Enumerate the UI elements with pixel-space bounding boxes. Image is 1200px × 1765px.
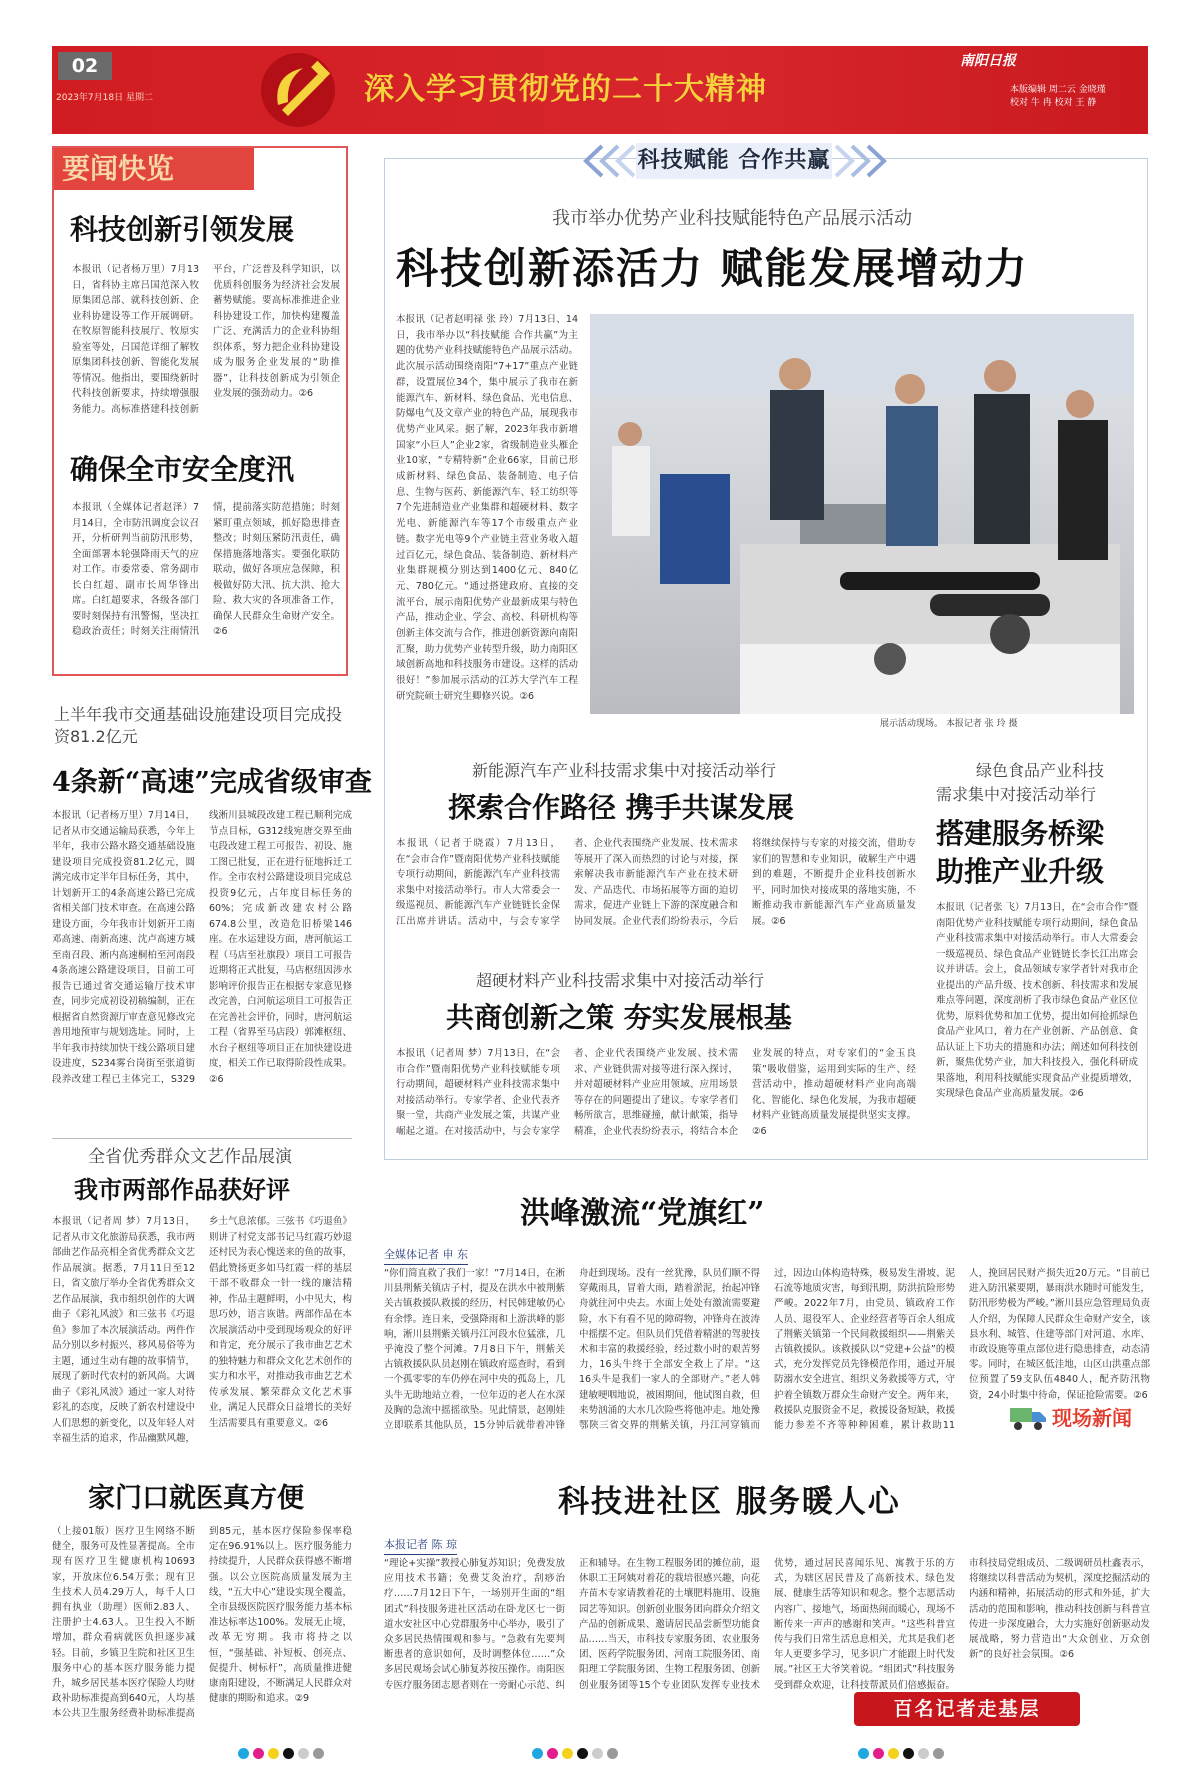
party-emblem-icon <box>248 50 348 130</box>
date-line: 2023年7月18日 星期二 <box>56 93 153 103</box>
flood-byline: 全媒体记者 申 东 <box>384 1246 468 1265</box>
food-kicker-2: 需求集中对接活动举行 <box>936 785 1097 804</box>
superhard-body: 本报讯（记者周 梦）7月13日，在“会市合作”暨南阳优势产业科技赋能专项行动期间，超硬材料产业科技需求集中对接活动举行。专家学者、企业代表齐聚一堂，共商产业发展之策，共谋产业崛起之道。在对接活动中，与会专家学者、企业代表围绕产业发展、技术需求、产业链供需对接等进行深入探讨，并对超硬材料产业应用领域、应用场景等存在的问题提出了建议。专家学者们畅所欲言，思维碰撞，献计献策，指导精准，企业代表纷纷表示，将结合本企业发展的特点，对专家们的“金玉良策”吸收借鉴，运用到实际的生产、经营活动中，推动超硬材料产业向高端化、智能化、绿色化发展，为我市超硬材料产业链高质量发展提供坚实支撑。②6 <box>396 1048 916 1137</box>
divider <box>52 1138 352 1139</box>
paper-name: 南阳日报 <box>960 53 1016 69</box>
edit-line-1: 本版编辑 周二云 金晓瑾 <box>1010 85 1106 95</box>
flood-body: “你们简直救了我们一家！”7月14日，在淅川县荆紫关镇店子村，提及在洪水中被荆紫关古镇救援队救援的经历，村民韩建敏仍心有余悸。连日来，受强降雨和上游洪峰的影响，淅川县荆紫关镇丹江河段水位猛涨，几乎淹没了整个河滩。7月8日下午，荆紫关古镇救援队队员赵刚在镇政府巡查时，看到一个孤零零的车仍停在河中央的孤岛上，几头牛无助地站立着，一位年迈的老人在水深及胸的急流中摇摇欲坠。见此情景，赵刚娃立即联系其他队员，15分钟后就带着冲锋舟赶到现场。没有一丝犹豫，队员们顺不得穿戴雨具，冒着大雨，踏着淤泥，抬起冲锋舟就往河中央去。水面上处处有激流需要避险，水下有看不见的障碍物，冲锋舟在波涛中摇摆不定。但队员们凭借着精湛的驾驶技术和丰富的救援经验，经过数小时的艰苦努力，16头牛终于全部安全救上了岸。“这16头牛是我们一家人的全部财产。”老人韩建敏哽咽地说，被困期间，他试图自救，但来势汹涌的大水几次险些将他冲走。地处豫鄂陕三省交界的荆紫关镇，丹江河穿镇而过，因边山体构造特殊，极易发生滑坡、泥石流等地质灾害，每到汛期，防洪抗险形势严峻。2022年7月，由党员、镇政府工作人员、退役军人、企业经营者等百余人组成了荆紫关镇第一个民间救援组织——荆紫关古镇救援队。该救援队以“党建+公益”的模式，充分发挥党员先锋模范作用，通过开展防溺水安全进宣、组织义务救援等方式，守护着全镇数万群众生命财产安全。两年来，救援队克服资金不足，救援设备短缺，救援能力参差不齐等种种困难，累计救助11人，挽回居民财产损失近20万元。“目前已进入防汛紧要期，暴雨洪水随时可能发生，防汛形势极为严峻。”淅川县应急管理局负责人介绍，为保障人民群众生命财产安全，该县水利、城管、住建等部门对河道、水库、市政设施等重点部位进行隐患排查，动态清零。同时，在城区低洼地，山区山洪重点部位预置了59支队伍4840人，配齐防汛物资，24小时集中待命，保证抢险需要。②6 <box>384 1268 1150 1432</box>
food-kicker-1: 绿色食品产业科技 <box>976 761 1105 780</box>
color-register-marks-2 <box>532 1744 622 1763</box>
food-title-1: 搭建服务桥梁 <box>936 817 1105 850</box>
brief-4-kicker: 全省优秀群众文艺作品展演 <box>88 1147 292 1167</box>
superhard-kicker: 超硬材料产业科技需求集中对接活动举行 <box>476 971 765 990</box>
ev-body: 本报讯（记者于晓霞）7月13日，在“会市合作”暨南阳优势产业科技赋能专项行动期间，新能源汽车产业科技需求集中对接活动举行。市人大常委会一级巡视员、新能源汽车产业链链长金保江出席并讲话。活动中，与会专家学者、企业代表围绕产业发展、技术需求等展开了深入而热烈的讨论与对接，探索解决我市新能源汽车产业在技术研发、产品迭代、市场拓展等方面的迫切需求，促进产业链上下游的深度融合和协同发展。企业代表们纷纷表示，今后将继续保持与专家的对接交流，借助专家们的智慧和专业知识，破解生产中遇到的难题，不断提升企业科技创新水平，同时加快对接成果的落地实施，不断推动我市新能源汽车产业高质量发展。②6 <box>396 838 916 927</box>
ev-title: 探索合作路径 携手共谋发展 <box>448 791 794 824</box>
live-news-label: 现场新闻 <box>1052 1406 1132 1430</box>
feature-kicker: 我市举办优势产业科技赋能特色产品展示活动 <box>552 208 912 229</box>
food-body: 本报讯（记者张 飞）7月13日，在“会市合作”暨南阳优势产业科技赋能专项行动期间，绿色食品产业科技需求集中对接活动举行。市人大常委会一级巡视员、绿色食品产业链链长李长江出席会议并讲话。会上，食品领域专家学者针对我市企业提出的产品升级、技术创新、科技需求和发展难点等问题，深度剖析了我市绿色食品产业区位优势，原料优势和加工优势，提出如何抢抓绿色食品产业风口，着力在产业创新、产品创意、食品认证上下功夫的措施和办法；阐述如何科技创新，聚焦优势产业，加大科技投入，强化科研成果落地，利用科技赋能实现食品产业提质增效，实现绿色食品产业高质量发展。②6 <box>936 902 1138 1099</box>
brief-1-body: 本报讯（记者杨万里）7月13日，省科协主席吕国范深入牧原集团总部、就科技创新、企业科协建设等工作开展调研。在牧原智能科技展厅、牧原实验室等处，吕国范详细了解牧原集团科技创新、智能化发展等情况。他指出，要围绕新时代科技创新要求，持续增强服务能力。高标准搭建科技创新平台，广泛普及科学知识，以优质科创服务为经济社会发展蓄势赋能。要高标准推进企业科协建设工作，加快构建覆盖广泛、充满活力的企业科协组织体系，努力把企业科协建设成为服务企业发展的“助推器”，让科技创新成为引领企业发展的强劲动力。②6 <box>72 264 340 415</box>
flood-headline: 洪峰激流“党旗红” <box>520 1196 765 1231</box>
reporters-badge: 百名记者走基层 <box>854 1692 1080 1726</box>
feature-lead: 本报讯（记者赵明禄 张 玲）7月13日、14日，我市举办以“科技赋能 合作共赢”为主题的优势产业科技赋能特色产品展示活动。此次展示活动围绕南阳“7+17”重点产业链群，设置展位34个，集中展示了我市在新能源汽车、新材料、绿色食品、光电信息、防爆电气及文章产业的特色产品，展现我市优势产业风采。据了解，2023年我市新增国家“小巨人”企业2家，省级制造业头雁企业10家，“专精特新”企业66家，目前已形成新材料、绿色食品、装备制造、电子信息、生物与医药、新能源汽车、轻工纺织等7个先进制造业产业集群和超硬材料、数字光电、新能源汽车等17个市级重点产业链。数字光电等9个产业链主营业务收入超过百亿元，绿色食品、装备制造、新材料产业集群规模分别达到1400亿元、840亿元、780亿元。“通过搭建政府、直接的交流平台，展示南阳优势产业最新成果与特色产品，推动企业、学会、高校、科研机构等创新主体交流与合作，推进创新资源向南阳汇聚，助力优势产业转型升级，助力南阳区域创新高地和科技服务市建设。这样的活动很好！”参加展示活动的江苏大学汽车工程研究院硕士研究生卿修兴说。②6 <box>396 314 578 702</box>
brief-4-body: 本报讯（记者周 梦）7月13日，记者从市文化旅游局获悉，我市两部曲艺作品亮相全省优秀群众文艺作品展演。据悉，7月11日至12日，省文旅厅举办全省优秀群众文艺作品展演，我市组织创作的大调曲子《彩礼风波》和三弦书《巧退鱼》参加了本次展演活动。两件作品分别以乡村振兴、移风易俗等为主题，通过生动有趣的故事情节，展现了新时代农村的新风尚。大调曲子《彩礼风波》通过一家人对待彩礼的态度，反映了新农村建设中人们思想的新变化，以及年轻人对幸福生活的追求，作品幽默风趣，乡土气息浓郁。三弦书《巧退鱼》则讲了村党支部书记马红霞巧妙退还村民为表心愧送来的鱼的故事，倡此赞扬更多如马红霞一样的基层干部不收群众一针一线的廉洁精神，作品主题鲜明，小中见大，构思巧妙，语言诙谐。两部作品在本次展演活动中受到现场观众的好评和肯定，充分展示了我市曲艺艺术的独特魅力和群众文化艺术创作的实力和水平，对推动我市曲艺艺术传承发展、繁荣群众文化艺术事业，满足人民群众日益增长的美好生活需要具有重要意义。②6 <box>52 1216 352 1444</box>
community-headline: 科技进社区 服务暖人心 <box>558 1484 901 1520</box>
chevron-left-icon <box>562 142 642 180</box>
brief-4-title: 我市两部作品获好评 <box>74 1175 290 1204</box>
brief-2-body: 本报讯（全媒体记者赵泽）7月14日，全市防汛调度会议召开，分析研判当前防汛形势，全面部署本轮强降雨天气的应对工作。市委常委、常务副市长白红超、副市长周华锋出席。白红超要求，各级各部门要时刻保持有汛警惕，坚决扛稳政治责任；时刻关注雨情汛情，提前落实防范措施；时刻紧盯重点领域，抓好隐患排查整改；时刻压紧防汛责任，确保措施落地落实。要强化联防联动，做好各项应急保障，积极做好防大汛、抗大洪、抢大险、救大灾的各项准备工作，确保人民群众生命财产安全。②6 <box>72 502 340 637</box>
feature-banner: 科技赋能 合作共赢 <box>636 143 832 179</box>
brief-3-title: 4条新“高速”完成省级审查 <box>52 767 372 798</box>
brief-1-title: 科技创新引领发展 <box>70 213 295 246</box>
feature-headline: 科技创新添活力 赋能发展增动力 <box>396 244 1029 293</box>
food-title-2: 助推产业升级 <box>936 855 1105 888</box>
edit-line-2: 校对 牛 冉 校对 王 静 <box>1010 98 1097 108</box>
brief-3-body: 本报讯（记者杨万里）7月14日，记者从市交通运输局获悉，今年上半年，我市公路水路交通基础设施建设项目完成投资81.2亿元，圆满完成市定半年目标任务，其中，计划新开工的4条高速公路已完成省相关部门技术审查。在高速公路建设方面，今年我市计划新开工南邓高速、南新高速、沈卢高速方城至南召段、淅内高速桐柏至河南段4条高速公路建设项目，目前工可报告已通过省交通运输厅技术审查，同步完成初设初稿编制，正在根据省自然资源厅审查意见修改完善用地预审与规划选址。同时，上半年我市持续加快干线公路项目建设进度，S234雾台岗街至张道街段养改建工程已主体完工，S329线淅川县城段改建工程已顺利完成节点目标，G312线宛唐交界至曲屯段改建工程工可报告、初设、施工图已批复，正在进行征地拆迁工作。全市农村公路建设项目完成总投资9亿元，占年度目标任务的60%；完成新改建农村公路674.8公里，改造危旧桥梁146座。在水运建设方面，唐河航运工程（马店至社旗段）项目工可报告近期将正式批复，马店枢纽因涉水影响评价报告正在根据专家意见修改完善，白河航运项目工可报告正在完善社会评价，同时，唐河航运工程（省界至马店段）郭滩枢纽、水台子枢纽等项目正在加快建设进度，相关工作已取得阶段性成果。②6 <box>52 810 352 1085</box>
superhard-title: 共商创新之策 夯实发展根基 <box>446 1001 792 1034</box>
community-body: “理论+实操”教授心肺复苏知识；免费发放应用技术书籍；免费艾灸治疗，刮痧治疗……7月12日下午，一场别开生面的“组团式”科技服务进社区活动在卧龙区七一街道水安社区中心党群服务中心举办，吸引了众多居民热情围观和参与。“急救有先要判断患者的意识如何，及时调整体位……”众多居民观场会试心肺复苏按压操作。南阳医专医疗服务团志愿者则在一旁耐心示范、纠正和辅导。在生物工程服务团的摊位前，退休职工王阿姨对着花的栽培很感兴趣，向花卉苗木专家请教着花的土壤肥料施用、设施园艺等知识。创新创业服务团向群众介绍文产品的创新成果、邀请居民品尝新型功能食品……当天，市科技专家服务团、农业服务团、医药学院服务团、河南工院服务团、南阳理工学院服务团、生物工程服务团、创新创业服务团等15个专业团队发挥专业技术优势，通过居民喜闻乐见、寓教于乐的方式，为辖区居民普及了高新技术、绿色发展、健康生活等知识和观念。整个志愿活动内容广、接地气，场面热闹而暖心，现场不断传来一声声的感谢和笑声。“这些科普宣传与我们日常生活息息相关，尤其是我们老年人更要多学习，见多识广才能跟上时代发展。”社区王大爷笑着说。“组团式”科技服务受到群众欢迎，让科技帮派员们倍感振奋。市科技局党组成员、二级调研员杜鑫表示，将继续以科普活动为契机，深度挖掘活动的内涵和精神，拓展活动的形式和外延，扩大活动的范围和影响，推动科技创新与科普宣传进一步深度融合，大力实施好创新驱动发展战略，努力营造出“大众创业、万众创新”的良好社会氛围。②6 <box>384 1558 1150 1691</box>
news-brief-label: 要闻快览 <box>54 148 254 190</box>
photo-caption: 展示活动现场。 本报记者 张 玲 摄 <box>880 719 1018 729</box>
truck-icon <box>1008 1400 1048 1432</box>
community-byline: 本报记者 陈 琼 <box>384 1536 457 1555</box>
brief-3-kicker: 上半年我市交通基础设施建设项目完成投资81.2亿元 <box>54 705 343 746</box>
chevron-right-icon <box>828 142 908 180</box>
page-number: 02 <box>58 52 112 80</box>
color-register-marks <box>238 1744 328 1763</box>
ev-kicker: 新能源汽车产业科技需求集中对接活动举行 <box>472 761 777 780</box>
clinic-title: 家门口就医真方便 <box>88 1483 304 1514</box>
brief-2-title: 确保全市安全度汛 <box>70 453 295 486</box>
color-register-marks-3 <box>858 1744 948 1763</box>
header-theme: 深入学习贯彻党的二十大精神 <box>364 72 767 107</box>
live-news-badge <box>1008 1398 1142 1434</box>
exhibition-photo <box>590 314 1134 714</box>
clinic-body: （上接01版）医疗卫生网络不断健全，服务可及性显著提高。全市现有医疗卫生健康机构10693家，开放床位6.54万张；现有卫生技术人员4.29万人，每千人口拥有执业（助理）医师2.83人、注册护士4.63人。卫生投入不断增加，群众看病就医负担逐步减轻。目前，乡镇卫生院和社区卫生服务中心的基本医疗服务能力提升，城乡居民基本医疗保险人均财政补助标准提高到640元，人均基本公共卫生服务经费补助标准提高到85元，基本医疗保险参保率稳定在96.91%以上。医疗服务能力持续提升，人民群众获得感不断增强。以公立医院高质量发展为主线，“五大中心”建设实现全覆盖，全市县级医院医疗服务能力基本标准达标率达100%。发展无止境，改革无穷期。我市将持之以恒，“强基础、补短板、创亮点、促提升、树标杆”，高质量推进健康南阳建设，不断满足人民群众对健康的期盼和追求。②9 <box>52 1526 352 1720</box>
